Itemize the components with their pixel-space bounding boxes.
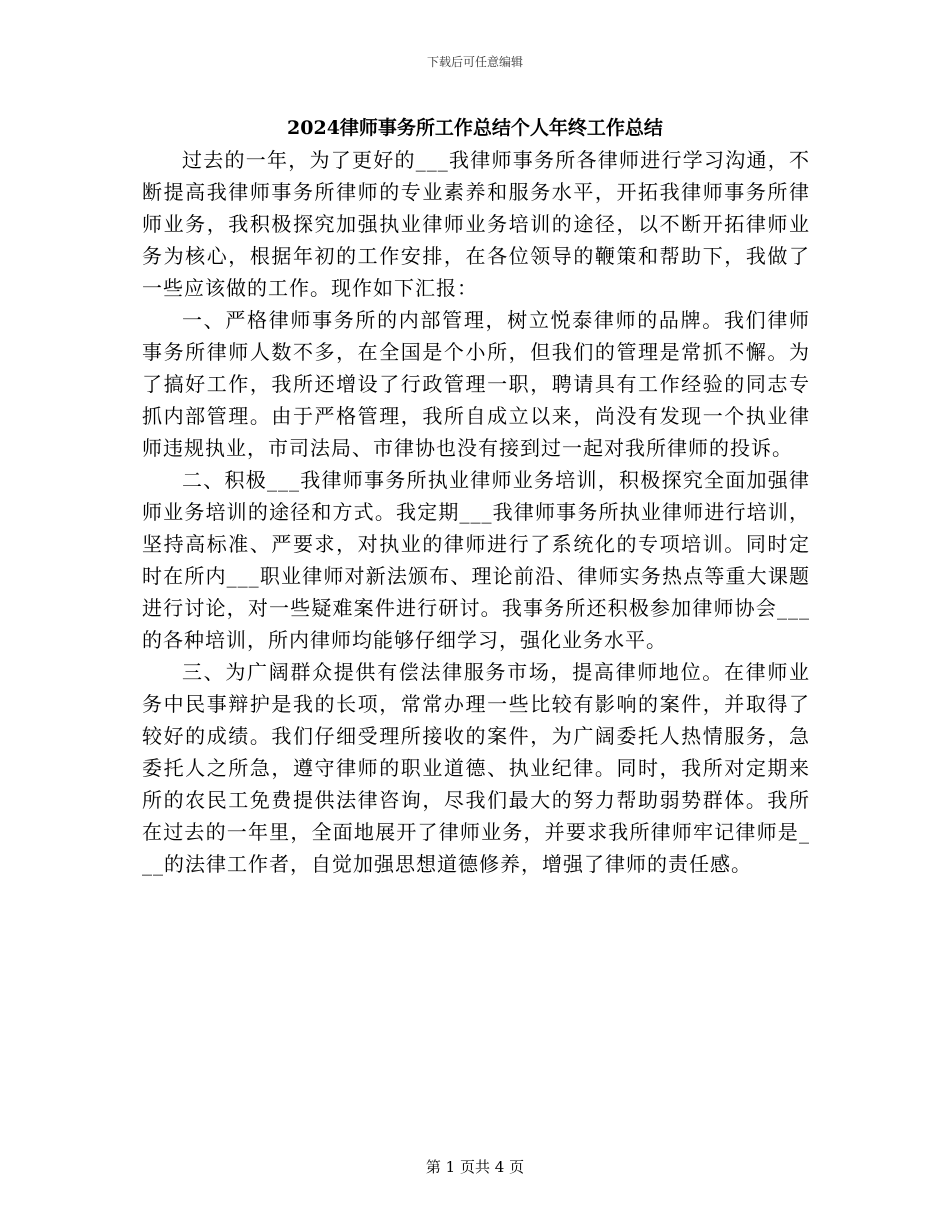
paragraph-section-1: 一、严格律师事务所的内部管理，树立悦泰律师的品牌。我们律师事务所律师人数不多，在全国是个小所，但我们的管理是常抓不懈。为了搞好工作，我所还增设了行政管理一职，聘请具有工作经验的同志专抓内部管理。由于严格管理，我所自成立以来，尚没有发现一个执业律师违规执业，市司法局、市律协也没有接到过一起对我所律师的投诉。 <box>142 308 810 460</box>
paragraph-section-2: 二、积极___我律师事务所执业律师业务培训，积极探究全面加强律师业务培训的途径和方式。我定期___我律师事务所执业律师进行培训，坚持高标准、严要求，对执业的律师进行了系统化的专项培训。同时定时在所内___职业律师对新法颁布、理论前沿、律师实务热点等重大课题进行讨论，对一些疑难案件进行研讨。我事务所还积极参加律师协会___的各种培训，所内律师均能够仔细学习，强化业务水平。 <box>142 468 810 652</box>
header-note: 下载后可任意编辑 <box>426 55 523 69</box>
paragraph-intro: 过去的一年，为了更好的___我律师事务所各律师进行学习沟通，不断提高我律师事务所律师的专业素养和服务水平，开拓我律师事务所律师业务，我积极探究加强执业律师业务培训的途径，以不断开拓律师业务为核心，根据年初的工作安排，在各位领导的鞭策和帮助下，我做了一些应该做的工作。现作如下汇报： <box>142 148 810 300</box>
paragraph-section-3: 三、为广阔群众提供有偿法律服务市场，提高律师地位。在律师业务中民事辩护是我的长项，常常办理一些比较有影响的案件，并取得了较好的成绩。我们仔细受理所接收的案件，为广阔委托人热情服务，急委托人之所急，遵守律师的职业道德、执业纪律。同时，我所对定期来所的农民工免费提供法律咨询，尽我们最大的努力帮助弱势群体。我所在过去的一年里，全面地展开了律师业务，并要求我所律师牢记律师是___的法律工作者，自觉加强思想道德修养，增强了律师的责任感。 <box>142 660 810 876</box>
page-indicator: 第 1 页共 4 页 <box>425 1158 525 1176</box>
document-body <box>142 144 810 880</box>
document-title: 2024律师事务所工作总结个人年终工作总结 <box>287 117 663 139</box>
